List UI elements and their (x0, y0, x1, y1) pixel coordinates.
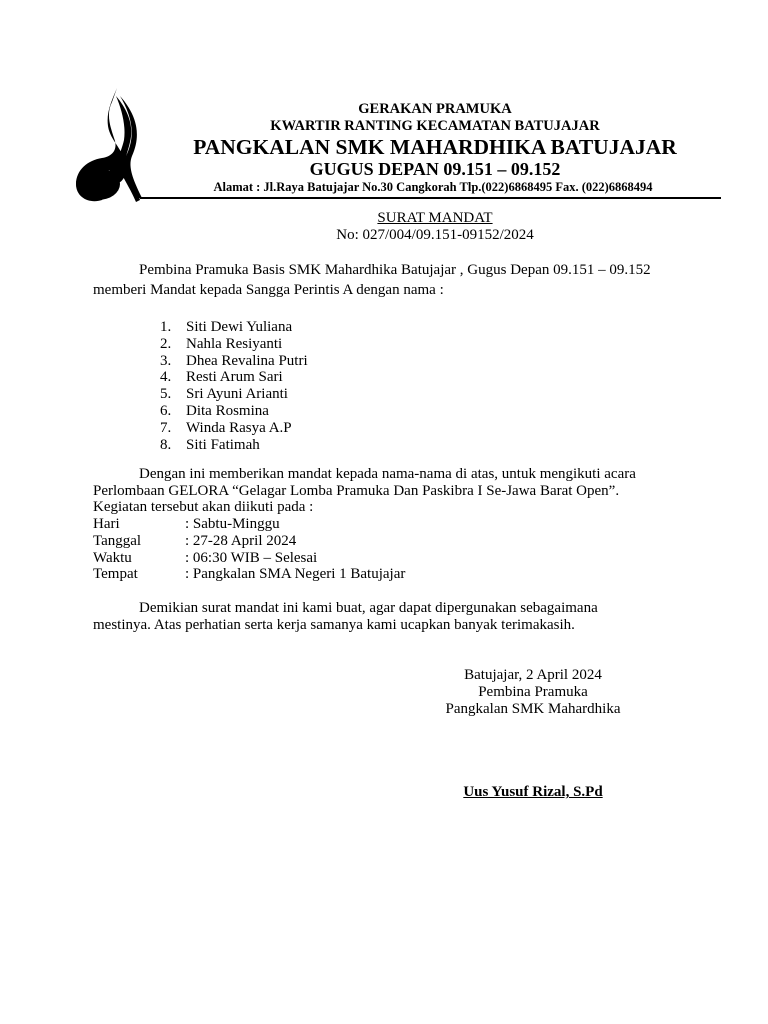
letterhead-divider (140, 197, 721, 199)
event-details (93, 516, 405, 583)
signature-unit: Pangkalan SMK Mahardhika (445, 701, 621, 717)
list-item: 4. Resti Arum Sari (160, 369, 283, 386)
list-item: 1. Siti Dewi Yuliana (160, 319, 293, 335)
tunas-kelapa-logo-icon (70, 86, 146, 206)
letterhead-gugus: GUGUS DEPAN 09.151 – 09.152 (309, 159, 561, 179)
letterhead-kwartir: KWARTIR RANTING KECAMATAN BATUJAJAR (270, 118, 600, 134)
body-line-1: Dengan ini memberikan mandat kepada nama-nama di atas, untuk mengikuti acara (139, 466, 636, 482)
signature-place-date: Batujajar, 2 April 2024 (464, 667, 602, 683)
list-item: 5. Sri Ayuni Arianti (160, 386, 288, 403)
signature-role: Pembina Pramuka (478, 684, 588, 700)
signature-name: Uus Yusuf Rizal, S.Pd (463, 784, 603, 800)
names-list (160, 319, 308, 453)
list-item: 7. Winda Rasya A.P (160, 419, 292, 436)
list-item: 8. Siti Fatimah (160, 436, 260, 453)
list-item: 3. Dhea Revalina Putri (160, 352, 308, 369)
letterhead-pangkalan: PANGKALAN SMK MAHARDHIKA BATUJAJAR (193, 135, 677, 159)
letterhead-address: Alamat : Jl.Raya Batujajar No.30 Cangkorah Tlp.(022)6868495 Fax. (022)6868494 (213, 180, 653, 194)
list-item: 2. Nahla Resiyanti (160, 335, 283, 352)
detail-row: Waktu : 06:30 WIB – Selesai (93, 549, 318, 566)
closing-line-2: mestinya. Atas perhatian serta kerja samanya kami ucapkan banyak terimakasih. (93, 617, 575, 633)
body-line-3: Kegiatan tersebut akan diikuti pada : (93, 499, 314, 515)
closing-line-1: Demikian surat mandat ini kami buat, agar dapat dipergunakan sebagaimana (139, 600, 598, 616)
list-item: 6. Dita Rosmina (160, 402, 269, 419)
intro-line-2: memberi Mandat kepada Sangga Perintis A dengan nama : (93, 282, 444, 298)
intro-line-1: Pembina Pramuka Basis SMK Mahardhika Batujajar , Gugus Depan 09.151 – 09.152 (139, 262, 651, 278)
detail-row: Hari : Sabtu-Minggu (93, 516, 280, 532)
detail-row: Tanggal : 27-28 April 2024 (93, 532, 297, 549)
letterhead-org: GERAKAN PRAMUKA (358, 101, 512, 117)
body-line-2: Perlombaan GELORA “Gelagar Lomba Pramuka Dan Paskibra I Se-Jawa Barat Open”. (93, 483, 620, 499)
letter-number: No: 027/004/09.151-09152/2024 (336, 227, 534, 243)
letter-title: SURAT MANDAT (377, 210, 493, 226)
detail-row: Tempat : Pangkalan SMA Negeri 1 Batujajar (93, 566, 406, 583)
